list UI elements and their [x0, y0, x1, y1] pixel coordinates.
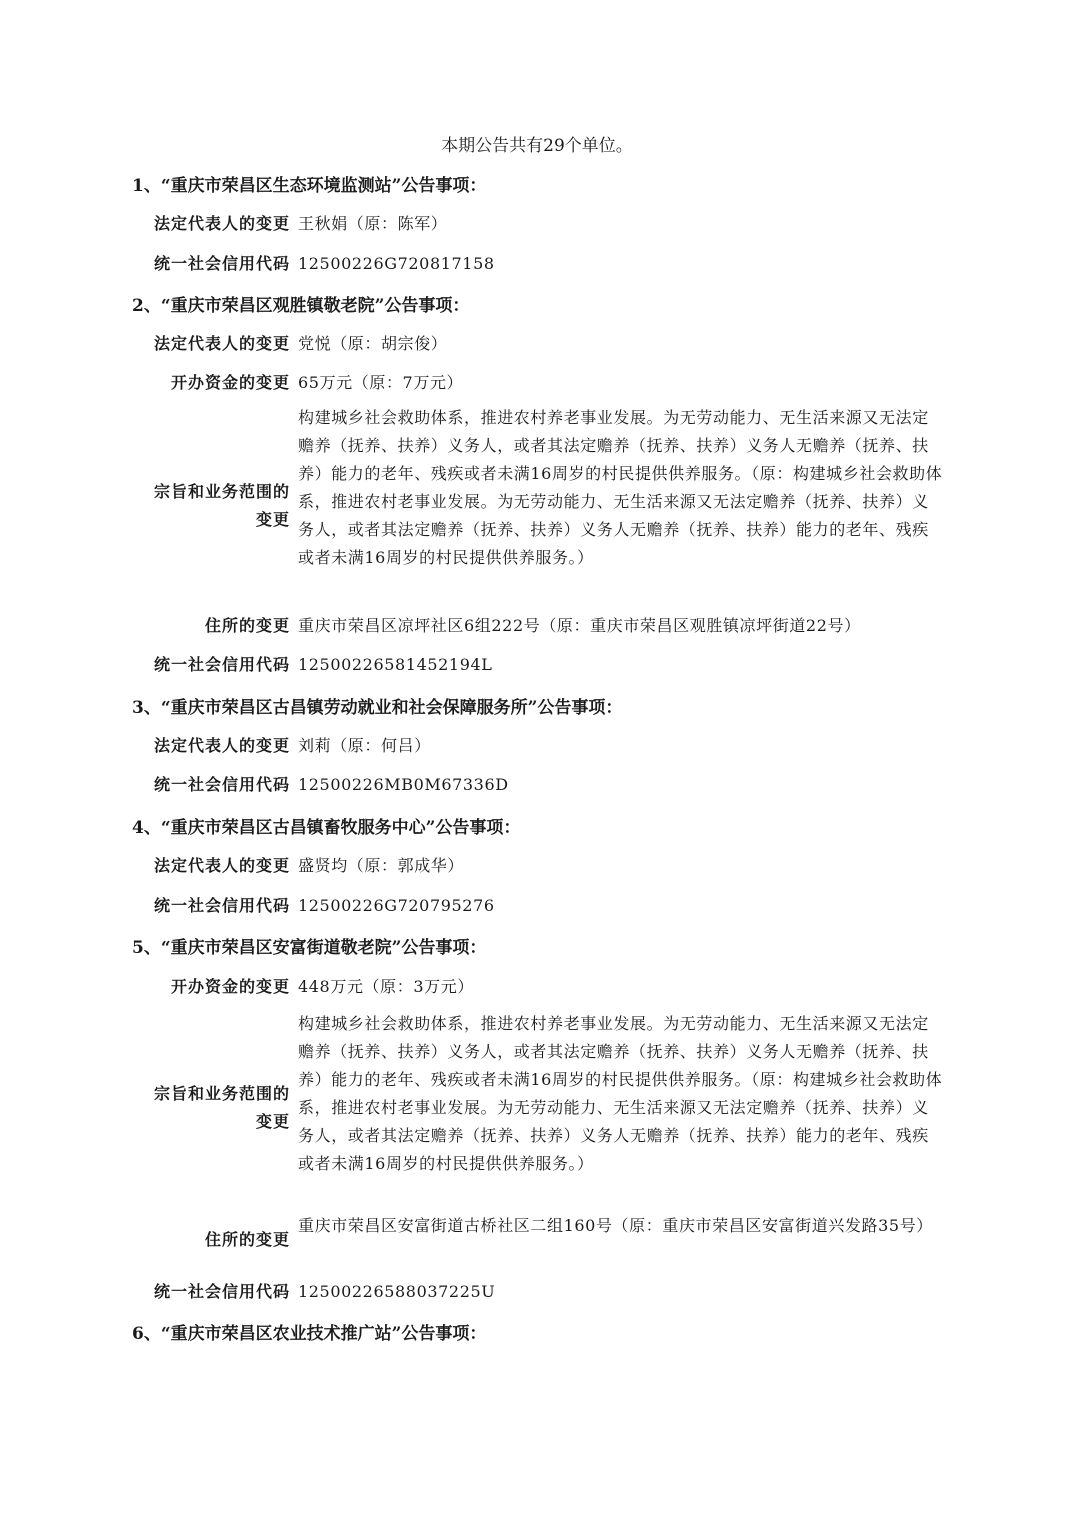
- field-label: 统一社会信用代码: [153, 1282, 290, 1301]
- section-heading: 3、“重庆市荣昌区古昌镇劳动就业和社会保障服务所”公告事项：: [132, 698, 623, 718]
- field-value: 王秋娟（原：陈军）: [298, 214, 448, 233]
- field-value: 448万元（原：3万元）: [298, 977, 474, 996]
- field-label: 法定代表人的变更: [153, 736, 290, 755]
- field-label: 统一社会信用代码: [153, 254, 290, 273]
- section-heading: 6、“重庆市荣昌区农业技术推广站”公告事项：: [132, 1324, 487, 1344]
- field-label: 开办资金的变更: [170, 977, 290, 996]
- field-label: 法定代表人的变更: [153, 214, 290, 233]
- field-value: 重庆市荣昌区安富街道古桥社区二组160号（原：重庆市荣昌区安富街道兴发路35号）: [298, 1216, 933, 1235]
- field-label: 住所的变更: [204, 1230, 290, 1249]
- field-value: 党悦（原：胡宗俊）: [298, 334, 448, 353]
- field-value: 12500226581452194L: [298, 655, 493, 674]
- section-heading: 1、“重庆市荣昌区生态环境监测站”公告事项：: [132, 176, 487, 196]
- field-value: 刘莉（原：何吕）: [298, 736, 431, 755]
- field-label: 统一社会信用代码: [153, 775, 290, 794]
- field-label: 开办资金的变更: [170, 373, 290, 392]
- section-heading: 2、“重庆市荣昌区观胜镇敬老院”公告事项：: [132, 296, 470, 316]
- field-value: 重庆市荣昌区凉坪社区6组222号（原：重庆市荣昌区观胜镇凉坪街道22号）: [298, 616, 861, 635]
- notice-intro: 本期公告共有29个单位。: [441, 136, 633, 156]
- field-value: 12500226MB0M67336D: [298, 775, 509, 794]
- field-value: 盛贤均（原：郭成华）: [298, 856, 465, 875]
- field-label: 宗旨和业务范围的变更: [153, 482, 290, 529]
- field-value: 12500226G720795276: [298, 896, 495, 915]
- field-value: 构建城乡社会救助体系，推进农村养老事业发展。为无劳动能力、无生活来源又无法定赡养（抚养、扶养）义务人，或者其法定赡养（抚养、扶养）义务人无赡养（抚养、扶养）能力的老年、残疾或者未满16周岁的村民提供供养服务。（原：构建城乡社会救助体系，推进农村老事业发展。为无劳动能力、无生活来源又无法定赡养（抚养、扶养）义务人，或者其法定赡养（抚养、扶养）义务人无赡养（抚养、扶养）能力的老年、残疾或者未满16周岁的村民提供供养服务。）: [298, 1014, 943, 1173]
- field-value: 12500226588037225U: [298, 1282, 496, 1301]
- field-value: 构建城乡社会救助体系，推进农村养老事业发展。为无劳动能力、无生活来源又无法定赡养（抚养、扶养）义务人，或者其法定赡养（抚养、扶养）义务人无赡养（抚养、扶养）能力的老年、残疾或者未满16周岁的村民提供供养服务。（原：构建城乡社会救助体系，推进农村老事业发展。为无劳动能力、无生活来源又无法定赡养（抚养、扶养）义务人，或者其法定赡养（抚养、扶养）义务人无赡养（抚养、扶养）能力的老年、残疾或者未满16周岁的村民提供供养服务。）: [298, 408, 943, 567]
- field-value: 12500226G720817158: [298, 254, 495, 273]
- field-label: 法定代表人的变更: [153, 334, 290, 353]
- field-label: 住所的变更: [204, 616, 290, 635]
- field-label: 宗旨和业务范围的变更: [153, 1084, 290, 1131]
- field-label: 法定代表人的变更: [153, 856, 290, 875]
- field-value: 65万元（原：7万元）: [298, 373, 464, 392]
- section-heading: 4、“重庆市荣昌区古昌镇畜牧服务中心”公告事项：: [132, 818, 521, 838]
- section-heading: 5、“重庆市荣昌区安富街道敬老院”公告事项：: [132, 938, 487, 958]
- field-label: 统一社会信用代码: [153, 896, 290, 915]
- field-label: 统一社会信用代码: [153, 655, 290, 674]
